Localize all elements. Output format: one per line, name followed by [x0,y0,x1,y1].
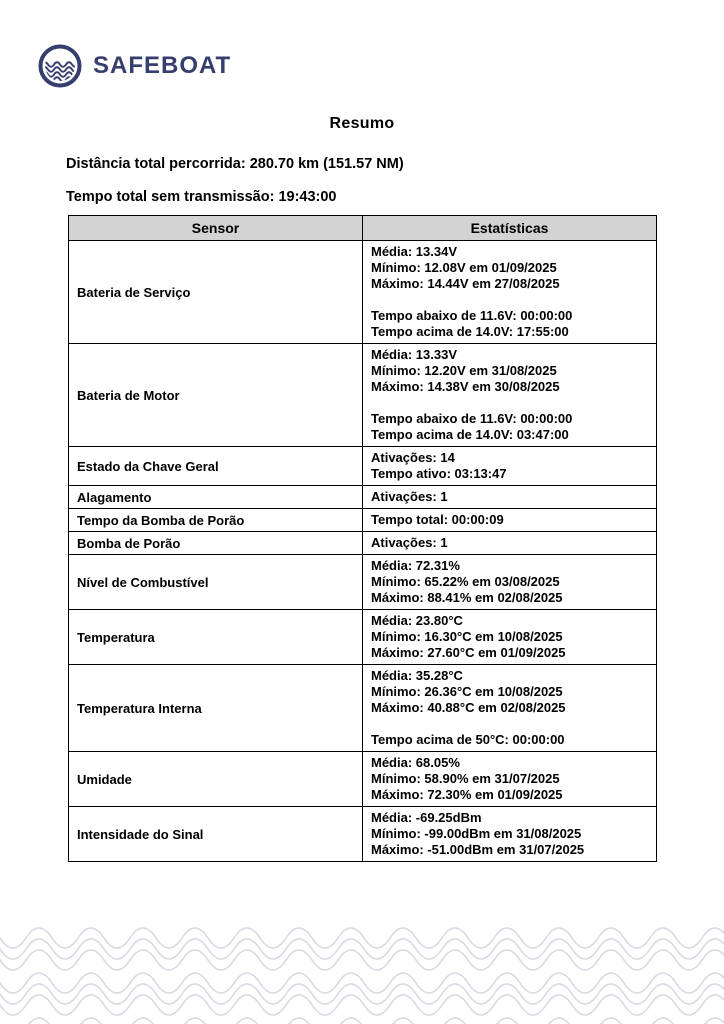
sensor-stats [363,610,657,665]
stat-line: Tempo acima de 50°C: 00:00:00 [371,732,565,747]
sensor-name: Bomba de Porão [69,532,363,555]
table-row [69,344,657,447]
stat-line: Média: 72.31% [371,558,460,573]
wave-pattern-decoration [0,914,724,1024]
stat-line: Média: 68.05% [371,755,460,770]
stat-line [371,716,648,732]
stat-line: Tempo acima de 14.0V: 03:47:00 [371,427,569,442]
sensor-name: Intensidade do Sinal [69,807,363,862]
sensor-name: Bateria de Motor [69,344,363,447]
sensor-name: Tempo da Bomba de Porão [69,509,363,532]
table-row [69,752,657,807]
sensor-stats [363,665,657,752]
sensor-name: Temperatura [69,610,363,665]
table-row [69,447,657,486]
sensor-stats [363,532,657,555]
sensor-name: Alagamento [69,486,363,509]
sensor-name: Estado da Chave Geral [69,447,363,486]
sensor-stats [363,555,657,610]
stat-line: Ativações: 1 [371,535,448,550]
stat-line: Média: 23.80°C [371,613,463,628]
table-row [69,665,657,752]
table-row [69,555,657,610]
stat-line: Mínimo: 12.20V em 31/08/2025 [371,363,557,378]
sensor-name: Temperatura Interna [69,665,363,752]
stat-line: Mínimo: 16.30°C em 10/08/2025 [371,629,563,644]
stat-line: Tempo acima de 14.0V: 17:55:00 [371,324,569,339]
stat-line: Tempo abaixo de 11.6V: 00:00:00 [371,411,573,426]
stat-line: Máximo: -51.00dBm em 31/07/2025 [371,842,585,857]
stat-line: Média: 13.33V [371,347,457,362]
stat-line: Mínimo: 65.22% em 03/08/2025 [371,574,560,589]
table-row [69,532,657,555]
sensor-stats [363,807,657,862]
sensor-stats [363,486,657,509]
sensor-name: Umidade [69,752,363,807]
stat-line: Máximo: 14.44V em 27/08/2025 [371,276,560,291]
brand-header [38,44,231,88]
sensor-stats [363,241,657,344]
header-stats: Estatísticas [363,216,657,241]
table-row [69,509,657,532]
stat-line: Média: 13.34V [371,244,457,259]
table-row [69,807,657,862]
sensor-name: Bateria de Serviço [69,241,363,344]
stat-line: Máximo: 40.88°C em 02/08/2025 [371,700,566,715]
stat-line [371,292,648,308]
sensor-stats [363,344,657,447]
stat-line: Média: 35.28°C [371,668,463,683]
stat-line: Máximo: 88.41% em 02/08/2025 [371,590,563,605]
stat-line: Máximo: 72.30% em 01/09/2025 [371,787,563,802]
sensor-stats-table [68,215,657,862]
header-sensor: Sensor [69,216,363,241]
sensor-stats [363,752,657,807]
safeboat-logo-icon [38,44,82,88]
stat-line: Mínimo: -99.00dBm em 31/08/2025 [371,826,582,841]
stat-line: Média: -69.25dBm [371,810,482,825]
sensor-stats [363,447,657,486]
stat-line: Ativações: 14 [371,450,455,465]
table-header-row [69,216,657,241]
table-row [69,241,657,344]
page-title: Resumo [329,115,395,132]
sensor-name: Nível de Combustível [69,555,363,610]
table-row [69,486,657,509]
stat-line: Ativações: 1 [371,489,448,504]
stat-line: Mínimo: 12.08V em 01/09/2025 [371,260,557,275]
summary-distance: Distância total percorrida: 280.70 km (151.57 NM) [66,156,404,172]
stat-line: Máximo: 27.60°C em 01/09/2025 [371,645,566,660]
stat-line: Tempo ativo: 03:13:47 [371,466,507,481]
stat-line: Mínimo: 26.36°C em 10/08/2025 [371,684,563,699]
summary-no-transmission: Tempo total sem transmissão: 19:43:00 [66,189,337,205]
stat-line: Mínimo: 58.90% em 31/07/2025 [371,771,560,786]
sensor-stats [363,509,657,532]
stat-line: Tempo abaixo de 11.6V: 00:00:00 [371,308,573,323]
brand-name: SAFEBOAT [93,52,232,79]
stat-line: Máximo: 14.38V em 30/08/2025 [371,379,560,394]
stat-line [371,395,648,411]
table-row [69,610,657,665]
stat-line: Tempo total: 00:00:09 [371,512,504,527]
